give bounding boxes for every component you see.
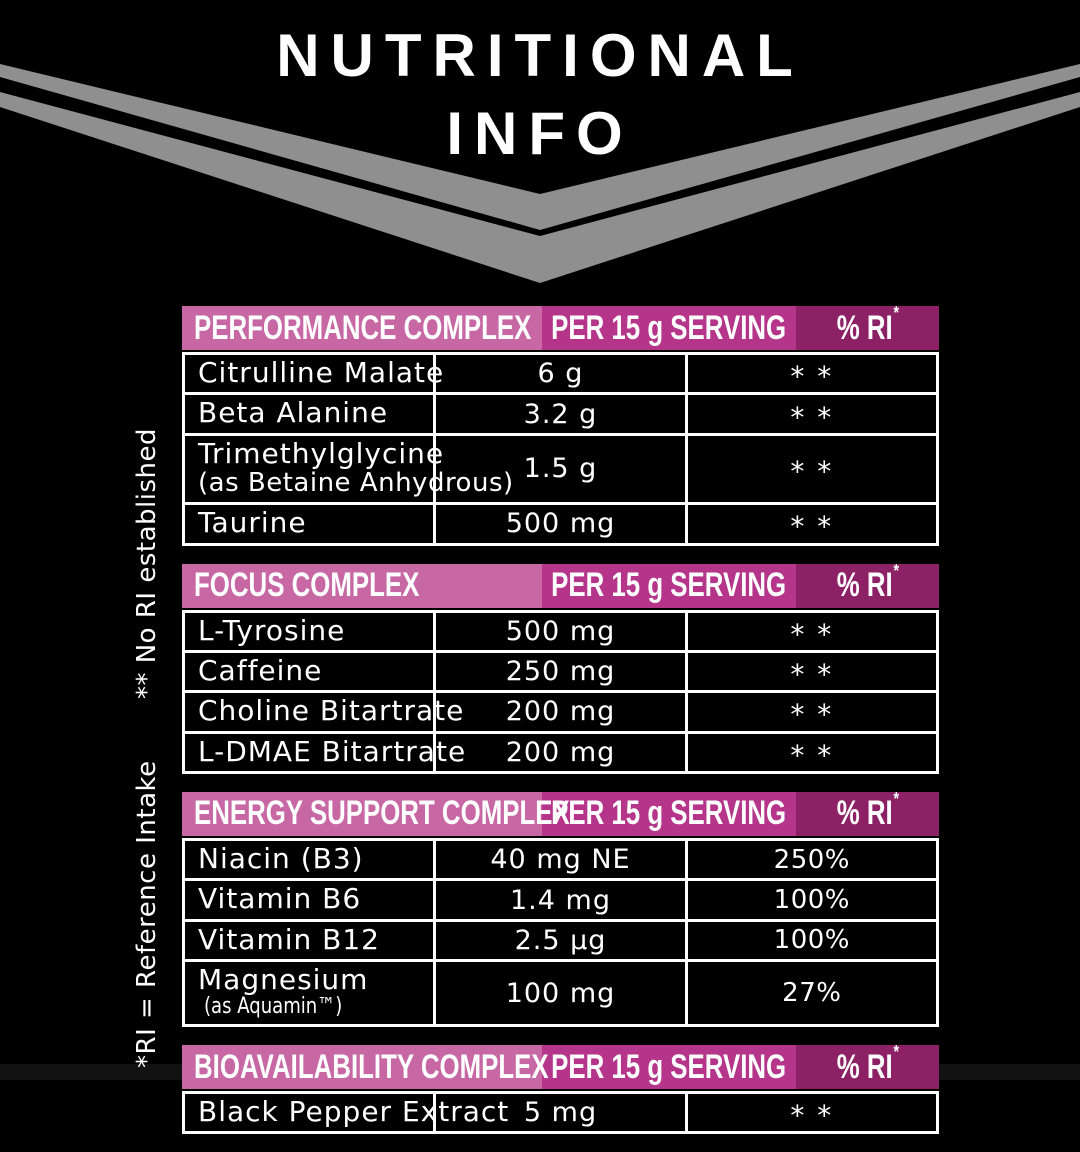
footnote-vertical xyxy=(132,428,162,1068)
amount-cell: 500 mg xyxy=(435,611,686,651)
ri-asterisk: * xyxy=(893,1041,900,1063)
amount-cell: 1.4 mg xyxy=(435,880,686,920)
ri-cell: * * xyxy=(686,611,937,651)
amount-cell: 40 mg NE xyxy=(435,839,686,879)
amount-cell: 200 mg xyxy=(435,692,686,732)
ri-asterisk: * xyxy=(893,788,900,810)
table-row xyxy=(184,732,938,772)
ri-asterisk: * xyxy=(893,302,900,324)
ingredient-name: Choline Bitartrate xyxy=(198,694,465,728)
ri-cell: 250% xyxy=(686,839,937,879)
section-3 xyxy=(182,1041,939,1134)
amount-cell: 2.5 µg xyxy=(435,920,686,960)
ingredient-cell xyxy=(184,611,435,651)
ri-header-cell xyxy=(796,1041,939,1089)
serving-header: PER 15 g SERVING xyxy=(551,794,787,833)
ri-header-cell xyxy=(796,302,939,350)
ri-header: % RI* xyxy=(836,1041,900,1086)
section-header xyxy=(182,788,939,836)
amount-cell: 5 mg xyxy=(435,1093,686,1133)
ingredient-name: Taurine xyxy=(198,506,307,540)
page-title xyxy=(0,22,1080,167)
ri-header-cell xyxy=(796,788,939,836)
ri-header-cell xyxy=(796,559,939,608)
amount-cell: 500 mg xyxy=(435,504,686,544)
amount-cell: 1.5 g xyxy=(435,434,686,503)
serving-header: PER 15 g SERVING xyxy=(551,1047,787,1086)
ri-cell: 100% xyxy=(686,920,937,960)
ingredient-cell xyxy=(184,961,435,1026)
ingredient-cell xyxy=(184,394,435,434)
table-row xyxy=(184,920,938,960)
section-title: FOCUS COMPLEX xyxy=(194,566,420,605)
ri-cell: * * xyxy=(686,394,937,434)
section-title-cell xyxy=(182,792,570,836)
title-line2: INFO xyxy=(446,100,634,167)
ingredient-cell xyxy=(184,354,445,394)
table-row xyxy=(184,651,938,691)
ri-cell: 100% xyxy=(686,880,937,920)
footnote-reference-intake: *RI = Reference Intake xyxy=(132,760,162,1068)
table-row xyxy=(184,504,938,544)
section-rows xyxy=(182,1091,939,1134)
ingredient-cell xyxy=(184,651,435,691)
ingredient-subname: (as Betaine Anhydrous) xyxy=(198,468,514,499)
serving-header-cell xyxy=(542,1045,796,1089)
ingredient-cell xyxy=(184,920,435,960)
amount-cell: 6 g xyxy=(435,354,686,394)
ingredient-name: Vitamin B6 xyxy=(198,882,362,916)
amount-cell: 200 mg xyxy=(435,732,686,772)
table-row xyxy=(184,354,938,394)
ingredient-subname: (as Aquamin™) xyxy=(204,994,343,1020)
ingredient-cell xyxy=(184,880,435,920)
table-row xyxy=(184,434,938,503)
ingredient-cell xyxy=(184,504,435,544)
ri-cell: * * xyxy=(686,434,937,503)
section-title: ENERGY SUPPORT COMPLEX xyxy=(194,794,570,833)
ingredient-name: Caffeine xyxy=(198,653,323,687)
ingredient-cell xyxy=(184,692,465,732)
section-title: BIOAVAILABILITY COMPLEX xyxy=(194,1047,549,1086)
ri-header: % RI* xyxy=(836,302,900,347)
section-header xyxy=(182,1041,939,1089)
ingredient-name: L-Tyrosine xyxy=(198,613,346,647)
serving-header: PER 15 g SERVING xyxy=(551,308,787,347)
section-2 xyxy=(182,788,939,1027)
section-header xyxy=(182,302,939,350)
serving-header-cell xyxy=(542,564,796,608)
table-row xyxy=(184,692,938,732)
serving-header-cell xyxy=(542,306,796,350)
table-row xyxy=(184,1093,938,1133)
ingredient-name: Niacin (B3) xyxy=(198,841,364,875)
nutrition-table xyxy=(182,302,939,1152)
ingredient-cell xyxy=(184,434,514,503)
ingredient-name: Vitamin B12 xyxy=(198,922,380,956)
ri-cell: * * xyxy=(686,1093,937,1133)
section-title-cell xyxy=(182,306,542,350)
amount-cell: 250 mg xyxy=(435,651,686,691)
footnote-no-ri: ** No RI established xyxy=(132,428,162,700)
ri-cell: * * xyxy=(686,504,937,544)
ingredient-cell xyxy=(184,839,435,879)
ri-cell: * * xyxy=(686,692,937,732)
section-title: PERFORMANCE COMPLEX xyxy=(194,308,532,347)
ingredient-cell xyxy=(184,1093,510,1133)
ingredient-name: Citrulline Malate xyxy=(198,356,445,389)
section-title-cell xyxy=(182,564,542,608)
ingredient-name: Trimethylglycine xyxy=(198,436,445,470)
table-row xyxy=(184,880,938,920)
amount-cell: 100 mg xyxy=(435,961,686,1026)
section-1 xyxy=(182,559,939,774)
table-row xyxy=(184,839,938,879)
table-row xyxy=(184,611,938,651)
serving-header: PER 15 g SERVING xyxy=(551,566,787,605)
section-0 xyxy=(182,302,939,546)
ri-asterisk: * xyxy=(893,559,900,581)
ingredient-name: L-DMAE Bitartrate xyxy=(198,734,467,768)
ingredient-name: Beta Alanine xyxy=(198,396,389,430)
ingredient-name: Magnesium xyxy=(198,963,369,997)
ri-header: % RI* xyxy=(836,559,900,605)
ri-cell: * * xyxy=(686,651,937,691)
table-row xyxy=(184,961,938,1026)
ri-cell: 27% xyxy=(686,961,937,1026)
serving-header-cell xyxy=(542,792,796,836)
ingredient-cell xyxy=(184,732,467,772)
section-rows xyxy=(182,610,939,774)
section-title-cell xyxy=(182,1045,549,1089)
amount-cell: 3.2 g xyxy=(435,394,686,434)
section-rows xyxy=(182,838,939,1027)
section-rows xyxy=(182,352,939,546)
table-row xyxy=(184,394,938,434)
section-header xyxy=(182,559,939,608)
ingredient-name: Black Pepper Extract xyxy=(198,1095,510,1129)
title-line1: NUTRITIONAL xyxy=(276,22,804,89)
ri-cell: * * xyxy=(686,732,937,772)
ri-cell: * * xyxy=(686,354,937,394)
ri-header: % RI* xyxy=(836,788,900,833)
